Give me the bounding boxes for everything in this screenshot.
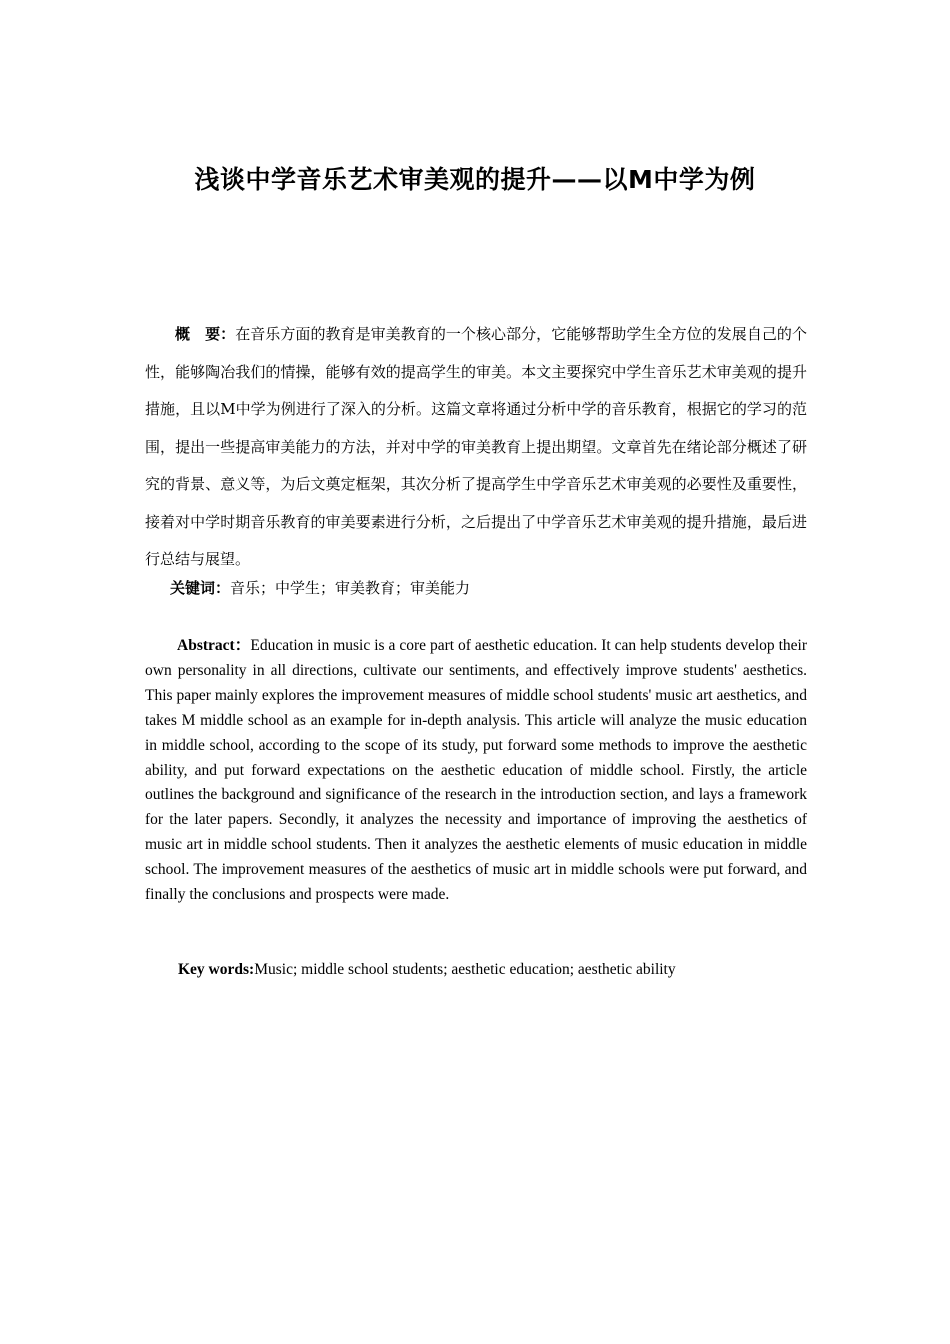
chinese-keywords-text: 音乐；中学生；审美教育；审美能力: [230, 579, 471, 597]
chinese-abstract: [145, 316, 807, 579]
english-keywords-text: Music; middle school students; aesthetic education; aesthetic ability: [254, 961, 676, 978]
chinese-abstract-text: 在音乐方面的教育是审美教育的一个核心部分，它能够帮助学生全方位的发展自己的个性，能够陶冶我们的情操，能够有效的提高学生的审美。本文主要探究中学生音乐艺术审美观的提升措施，且以M中学为例进行了深入的分析。这篇文章将通过分析中学的音乐教育，根据它的学习的范围，提出一些提高审美能力的方法，并对中学的审美教育上提出期望。文章首先在绪论部分概述了研究的背景、意义等，为后文奠定框架，其次分析了提高学生中学音乐艺术审美观的必要性及重要性，接着对中学时期音乐教育的审美要素进行分析，之后提出了中学音乐艺术审美观的提升措施，最后进行总结与展望。: [145, 325, 807, 568]
english-keywords: [178, 958, 818, 982]
chinese-keywords-label: 关键词：: [170, 579, 231, 597]
chinese-keywords: [170, 576, 810, 600]
paper-title: 浅谈中学音乐艺术审美观的提升——以M中学为例: [194, 165, 756, 194]
english-keywords-label: Key words:: [178, 961, 255, 978]
english-abstract: [145, 634, 807, 908]
chinese-abstract-label: 概 要：: [175, 325, 236, 343]
english-abstract-label: Abstract：: [177, 637, 251, 654]
english-abstract-text: Education in music is a core part of aesthetic education. It can help students develop their own personality in all directions, cultivate our sentiments, and effectively improve students' aesthetics. This paper mainly explores the improvement measures of middle school students' music art aesthetics, and takes M middle school as an example for in-depth analysis. This article will analyze the music education in middle school, according to the scope of its study, put forward some methods to improve the aesthetic ability, and put forward expectations on the aesthetic education of middle school. Firstly, the article outlines the background and significance of the research in the introduction section, and lays a framework for the later papers. Secondly, it analyzes the necessity and importance of improving the aesthetics of music art in middle school students. Then it analyzes the aesthetic elements of music education in middle school. The improvement measures of the aesthetics of music art in middle schools were put forward, and finally the conclusions and prospects were made.: [145, 637, 807, 904]
